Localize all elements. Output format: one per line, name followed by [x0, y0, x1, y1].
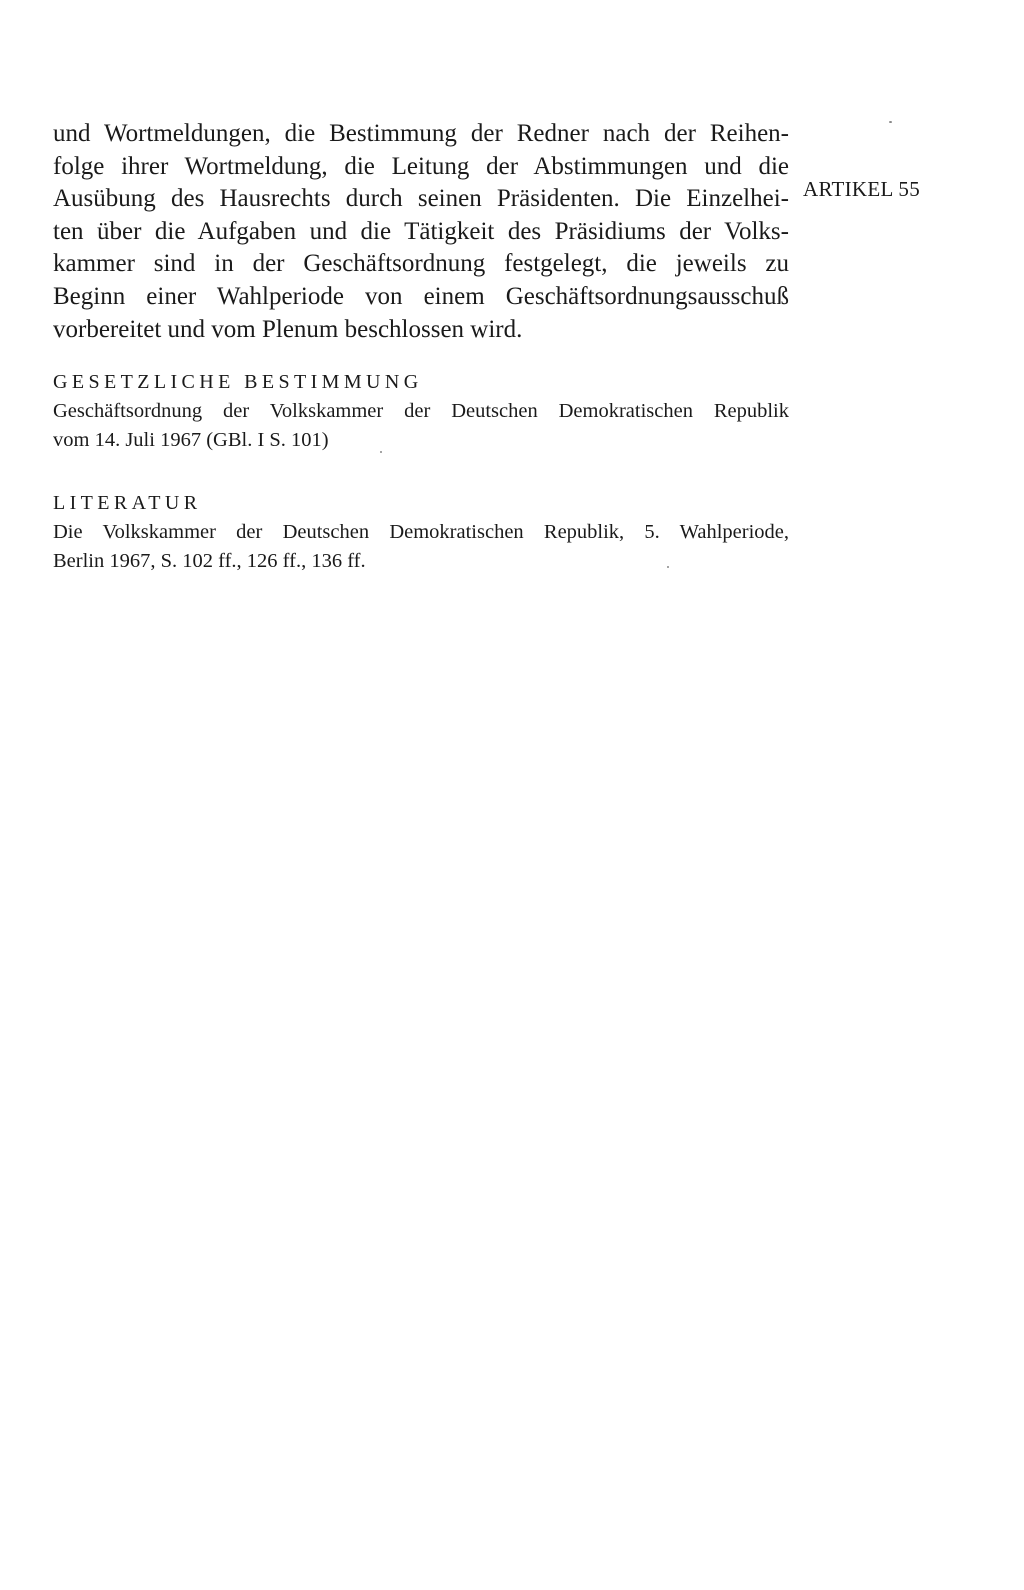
literature-text: [53, 518, 789, 576]
body-line: kammer sind in der Geschäftsordnung festgelegt, die jeweils zu: [53, 250, 789, 278]
scan-speck: [667, 566, 669, 568]
body-line: und Wortmeldungen, die Bestimmung der Redner nach der Reihen-: [53, 120, 789, 147]
body-line: ten über die Aufgaben und die Tätigkeit des Präsidiums der Volks-: [53, 217, 789, 245]
legal-provision-line: vom 14. Juli 1967 (GBl. I S. 101): [53, 429, 329, 451]
legal-provision-line: Geschäftsordnung der Volkskammer der Deutschen Demokratischen Republik: [53, 400, 789, 422]
body-line: Beginn einer Wahlperiode von einem Geschäftsordnungsausschuß: [53, 282, 789, 310]
literature-line: Berlin 1967, S. 102 ff., 126 ff., 136 ff.: [53, 550, 366, 572]
legal-provision-text: [53, 397, 789, 455]
literature-line: Die Volkskammer der Deutschen Demokratischen Republik, 5. Wahlperiode,: [53, 521, 789, 543]
scan-speck: [889, 121, 892, 123]
legal-provision-heading: GESETZLICHE BESTIMMUNG: [53, 371, 423, 393]
body-paragraph: [53, 118, 789, 346]
legal-provision-section: [53, 369, 789, 455]
article-margin-note: ARTIKEL 55: [803, 177, 921, 201]
body-line: Ausübung des Hausrechts durch seinen Präsidenten. Die Einzelhei-: [53, 185, 789, 213]
literature-heading: LITERATUR: [53, 492, 202, 514]
literature-section: [53, 490, 789, 576]
body-line: vorbereitet und vom Plenum beschlossen wird.: [53, 315, 523, 343]
scan-speck: [380, 451, 382, 453]
body-line: folge ihrer Wortmeldung, die Leitung der Abstimmungen und die: [53, 152, 789, 180]
